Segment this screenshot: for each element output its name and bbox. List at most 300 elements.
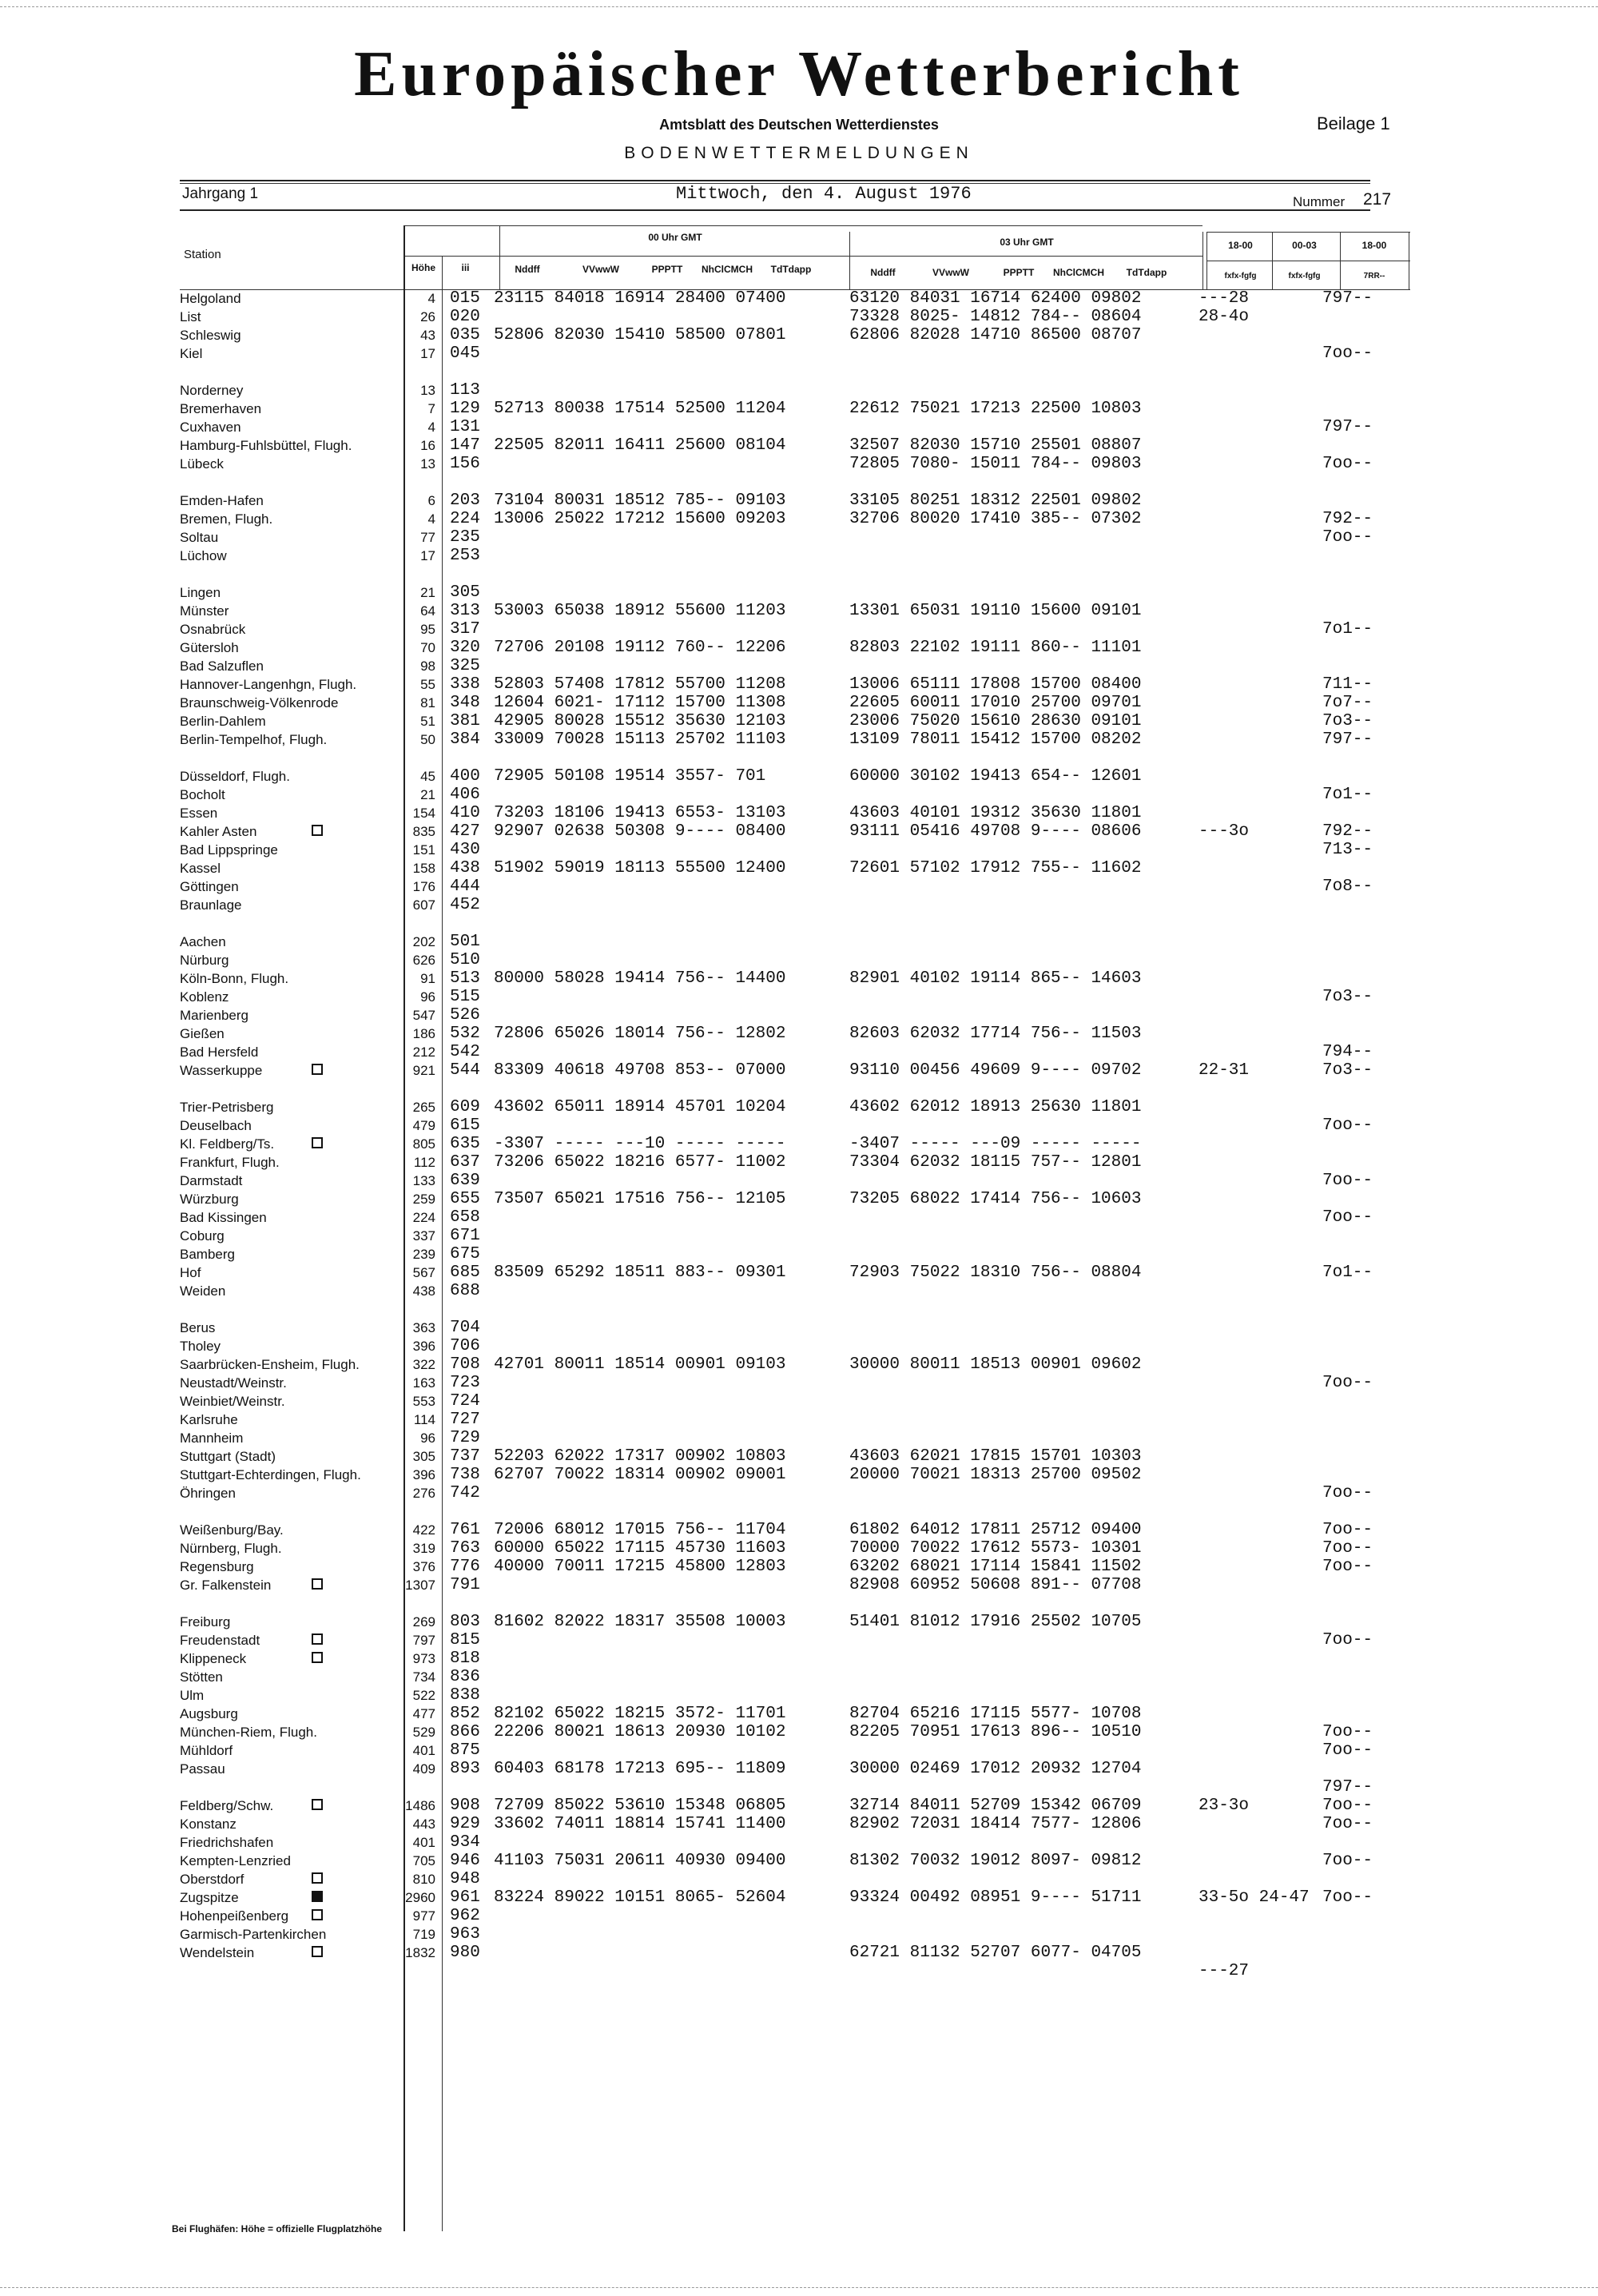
extra-row [1198, 1411, 1410, 1429]
obs-00-value [494, 1245, 785, 1263]
station-id: 131 [450, 418, 480, 436]
extra-row [1198, 1502, 1410, 1521]
station-name: Norderney [180, 383, 244, 398]
vvwww-header-00: VVwwW [582, 264, 619, 275]
station-name: Hof [180, 1265, 201, 1280]
obs-00-value [494, 1649, 785, 1668]
obs-00-value [494, 344, 785, 363]
precip-code: 797-- [1322, 730, 1373, 749]
station-name: Hannover-Langenhgn, Flugh. [180, 677, 357, 692]
obs-00-value [494, 1668, 785, 1686]
obs-03-value [849, 1337, 1141, 1355]
extra-row [1198, 473, 1410, 491]
station-name: Coburg [180, 1228, 225, 1244]
station-height: 176 [412, 879, 435, 894]
obs-00-value: 33602 74011 18814 15741 11400 [494, 1815, 786, 1833]
obs-03-value [849, 528, 1141, 547]
station-id: 313 [450, 602, 480, 620]
rule-iii-obs [499, 225, 500, 289]
station-height: 7 [427, 401, 435, 416]
gust-value: 28-4o [1198, 308, 1250, 326]
station-id: 738 [450, 1466, 480, 1484]
obs-03-value: 62806 82028 14710 86500 08707 [849, 326, 1142, 344]
station-id: 776 [450, 1558, 480, 1576]
station-height: 607 [412, 897, 435, 913]
precip-code: 7oo-- [1322, 1631, 1373, 1649]
station-height [372, 565, 435, 583]
station-height: 4 [427, 420, 435, 435]
obs-00-value [494, 1392, 785, 1411]
extra-row [1198, 1300, 1410, 1319]
obs-03-value: 22612 75021 17213 22500 10803 [849, 400, 1142, 418]
station-height: 1486 [405, 1798, 435, 1813]
obs-00-value: 72806 65026 18014 756-- 12802 [494, 1025, 786, 1043]
station-height: 422 [412, 1522, 435, 1538]
station-height [372, 1502, 435, 1521]
precip-code: 7o1-- [1322, 786, 1373, 804]
extra-row [1198, 418, 1410, 436]
obs-00-value [494, 547, 785, 565]
obs-03-value [849, 1778, 1141, 1797]
station-height: 50 [420, 732, 435, 747]
station-height: 239 [412, 1247, 435, 1262]
station-id: 639 [450, 1172, 480, 1190]
obs-00-value: 52713 80038 17514 52500 11204 [494, 400, 786, 418]
extra-row [1198, 859, 1410, 877]
obs-00-value [494, 657, 785, 675]
empty-square-icon [312, 1799, 323, 1810]
station-height: 17 [420, 346, 435, 361]
station-id: 045 [450, 344, 480, 363]
obs-03-value: 81302 70032 19012 8097- 09812 [849, 1852, 1142, 1870]
station-id: 685 [450, 1263, 480, 1282]
obs-00-value [494, 1686, 785, 1705]
precip-code: 7oo-- [1322, 1521, 1373, 1539]
station-name: Kahler Asten [180, 822, 411, 841]
station-height: 522 [412, 1688, 435, 1703]
station-name: Bremerhaven [180, 401, 262, 416]
obs-03-value [849, 1392, 1141, 1411]
extra-row [1198, 1705, 1410, 1723]
station-name: Kiel [180, 346, 203, 361]
station-id: 427 [450, 822, 480, 841]
station-name: Deuselbach [180, 1118, 252, 1133]
obs-03-value [849, 1925, 1141, 1944]
station-height: 26 [420, 309, 435, 324]
station-height [372, 1300, 435, 1319]
extra-row [1198, 1833, 1410, 1852]
obs-03-value [849, 565, 1141, 583]
obs-03-value [849, 1429, 1141, 1447]
obs-00-value [494, 308, 785, 326]
obs-00-value [494, 786, 785, 804]
obs-00-value [494, 1944, 785, 1962]
station-id: 400 [450, 767, 480, 786]
obs-03-value: 43603 62021 17815 15701 10303 [849, 1447, 1142, 1466]
station-name: Saarbrücken-Ensheim, Flugh. [180, 1357, 360, 1372]
precip-code: 7oo-- [1322, 1374, 1373, 1392]
obs-03-value: 73304 62032 18115 757-- 12801 [849, 1153, 1142, 1172]
station-height: 43 [420, 328, 435, 343]
obs-03-value [849, 1006, 1141, 1025]
station-name: List [180, 309, 201, 324]
station-height: 95 [420, 622, 435, 637]
station-height: 70 [420, 640, 435, 655]
obs-00-value: 22206 80021 18613 20930 10102 [494, 1723, 786, 1741]
iii-column [450, 289, 480, 1980]
extra-row [1198, 822, 1410, 841]
extra-row [1198, 1649, 1410, 1668]
station-id [450, 1080, 480, 1098]
station-height: 96 [420, 989, 435, 1005]
station-height: 547 [412, 1008, 435, 1023]
rule-hoehe-iii [442, 256, 443, 2231]
station-height: 319 [412, 1541, 435, 1556]
extra-row [1198, 1870, 1410, 1888]
station-id: 513 [450, 969, 480, 988]
extra-row [1198, 1797, 1410, 1815]
obs-00-value [494, 1631, 785, 1649]
precip-code: 797-- [1322, 418, 1373, 436]
precip-code: 7oo-- [1322, 1815, 1373, 1833]
station-height: 734 [412, 1669, 435, 1685]
station-height: 96 [420, 1431, 435, 1446]
obs-00-value [494, 749, 785, 767]
station-name: Stuttgart-Echterdingen, Flugh. [180, 1467, 361, 1482]
station-height: 479 [412, 1118, 435, 1133]
station-name: Lingen [180, 585, 221, 600]
precip-code: 7oo-- [1322, 1172, 1373, 1190]
obs-00-value [494, 1319, 785, 1337]
station-id: 406 [450, 786, 480, 804]
obs-00-value: 82102 65022 18215 3572- 11701 [494, 1705, 786, 1723]
obs-00-value: 72706 20108 19112 760-- 12206 [494, 639, 786, 657]
obs-03-value [849, 1080, 1141, 1098]
extra-row [1198, 639, 1410, 657]
obs-03-value: 32714 84011 52709 15342 06709 [849, 1797, 1142, 1815]
obs-00-value [494, 1337, 785, 1355]
extra-row [1198, 749, 1410, 767]
station-height: 322 [412, 1357, 435, 1372]
extra-row [1198, 565, 1410, 583]
obs-00-value: 42701 80011 18514 00901 09103 [494, 1355, 786, 1374]
station-height: 64 [420, 603, 435, 619]
station-id: 635 [450, 1135, 480, 1153]
extra-row [1198, 1319, 1410, 1337]
obs-03-value: 22605 60011 17010 25700 09701 [849, 694, 1142, 712]
station-height: 81 [420, 695, 435, 710]
rule-extra-left [1206, 232, 1207, 289]
station-id: 655 [450, 1190, 480, 1208]
station-name: Bad Kissingen [180, 1210, 267, 1225]
station-id: 532 [450, 1025, 480, 1043]
obs-00-value: 41103 75031 20611 40930 09400 [494, 1852, 786, 1870]
extra-row [1198, 528, 1410, 547]
tdapp-header-00: TdTdapp [770, 264, 812, 275]
extra-row [1198, 308, 1410, 326]
extra-row [1198, 767, 1410, 786]
obs-00-value: 40000 70011 17215 45800 12803 [494, 1558, 786, 1576]
obs-03-value [849, 344, 1141, 363]
precip-code: 7o3-- [1322, 1061, 1373, 1080]
station-id: 791 [450, 1576, 480, 1594]
extra-row [1198, 1484, 1410, 1502]
station-name: Wendelstein [180, 1944, 411, 1962]
empty-square-icon [312, 1137, 323, 1148]
station-height: 443 [412, 1817, 435, 1832]
obs-00-value: 73203 18106 19413 6553- 13103 [494, 804, 786, 822]
obs-03-value [849, 749, 1141, 767]
obs-03-value: 62721 81132 52707 6077- 04705 [849, 1944, 1142, 1962]
obs-03-value: 51401 81012 17916 25502 10705 [849, 1613, 1142, 1631]
obs-00-value [494, 1006, 785, 1025]
station-height: 163 [412, 1375, 435, 1391]
obs-03-value [849, 1245, 1141, 1263]
group-00-header: 00 Uhr GMT [648, 232, 702, 243]
station-name: Neustadt/Weinstr. [180, 1375, 287, 1391]
obs-00-value [494, 914, 785, 933]
obs-03-value: 63120 84031 16714 62400 09802 [849, 289, 1142, 308]
station-name: Kempten-Lenzried [180, 1853, 291, 1868]
station-name: Aachen [180, 934, 226, 949]
h00-03-header: 00-03 [1292, 240, 1317, 251]
station-name: Emden-Hafen [180, 493, 264, 508]
station-id: 235 [450, 528, 480, 547]
precip-code: 7oo-- [1322, 455, 1373, 473]
precip-code: 792-- [1322, 822, 1373, 841]
precip-code: 7oo-- [1322, 1888, 1373, 1907]
station-height: 265 [412, 1100, 435, 1115]
obs-00-value: 92907 02638 50308 9---- 08400 [494, 822, 786, 841]
obs-00-value [494, 1043, 785, 1061]
station-name: Cuxhaven [180, 420, 241, 435]
obs-00-value [494, 1429, 785, 1447]
station-id: 510 [450, 951, 480, 969]
iii-header: iii [461, 262, 470, 273]
header-rule-top [180, 180, 1370, 181]
obs-03-value [849, 1870, 1141, 1888]
station-id: 980 [450, 1944, 480, 1962]
station-height: 921 [412, 1063, 435, 1078]
obs-00-value [494, 620, 785, 639]
station-id: 444 [450, 877, 480, 896]
station-id: 815 [450, 1631, 480, 1649]
extra-row [1198, 1521, 1410, 1539]
obs-03-value: 93110 00456 49609 9---- 09702 [849, 1061, 1142, 1080]
obs-03-value [849, 547, 1141, 565]
station-id [450, 473, 480, 491]
nummer-label: Nummer [1293, 194, 1346, 209]
station-id: 325 [450, 657, 480, 675]
station-id: 015 [450, 289, 480, 308]
station-height: 977 [412, 1908, 435, 1924]
station-name: Lübeck [180, 456, 224, 472]
obs-00-value: 73104 80031 18512 785-- 09103 [494, 491, 786, 510]
nddff-header-00: Nddff [515, 264, 540, 275]
station-id: 156 [450, 455, 480, 473]
obs-03-value: 82205 70951 17613 896-- 10510 [849, 1723, 1142, 1741]
station-name: Stuttgart (Stadt) [180, 1449, 276, 1464]
station-id: 438 [450, 859, 480, 877]
station-name: Mannheim [180, 1431, 244, 1446]
station-id: 615 [450, 1116, 480, 1135]
station-height: 835 [412, 824, 435, 839]
station-height: 13 [420, 456, 435, 472]
station-height: 259 [412, 1192, 435, 1207]
empty-square-icon [312, 1946, 323, 1957]
obs-00-value [494, 1227, 785, 1245]
obs-00-value: 42905 80028 15512 35630 12103 [494, 712, 786, 730]
station-name: Augsburg [180, 1706, 238, 1721]
station-name: Berlin-Tempelhof, Flugh. [180, 732, 328, 747]
obs-03-value [849, 1962, 1141, 1980]
station-name: Tholey [180, 1339, 221, 1354]
station-id: 129 [450, 400, 480, 418]
extra-sub2: fxfx-fgfg [1288, 272, 1321, 281]
station-id: 763 [450, 1539, 480, 1558]
station-height: 337 [412, 1228, 435, 1244]
obs-03-value [849, 1907, 1141, 1925]
obs-03-value: 20000 70021 18313 25700 09502 [849, 1466, 1142, 1484]
gust-value: 22-31 [1198, 1061, 1250, 1080]
obs-03-value: 30000 02469 17012 20932 12704 [849, 1760, 1142, 1778]
obs-00-value [494, 363, 785, 381]
extra-row [1198, 547, 1410, 565]
extra-row [1198, 1227, 1410, 1245]
obs-00-value [494, 1208, 785, 1227]
extra-row [1198, 1631, 1410, 1649]
station-name: Friedrichshafen [180, 1835, 274, 1850]
extra-row [1198, 1116, 1410, 1135]
station-id: 348 [450, 694, 480, 712]
nddff-header-03: Nddff [870, 267, 896, 278]
obs-00-value [494, 877, 785, 896]
obs-03-value: 82603 62032 17714 756-- 11503 [849, 1025, 1142, 1043]
obs-00-value [494, 951, 785, 969]
station-id: 838 [450, 1686, 480, 1705]
obs-03-value [849, 583, 1141, 602]
empty-square-icon [312, 825, 323, 836]
extra-row [1198, 363, 1410, 381]
obs-03-value [849, 896, 1141, 914]
station-name: Münster [180, 603, 229, 619]
obs-03-value [849, 841, 1141, 859]
station-height: 151 [412, 842, 435, 858]
station-id: 836 [450, 1668, 480, 1686]
jahrgang: Jahrgang 1 [182, 185, 259, 202]
precip-code: 7oo-- [1322, 1539, 1373, 1558]
precip-code: 7oo-- [1322, 344, 1373, 363]
station-height: 21 [420, 585, 435, 600]
obs-03-value [849, 877, 1141, 896]
station-height: 401 [412, 1835, 435, 1850]
obs-03-value: 61802 64012 17811 25712 09400 [849, 1521, 1142, 1539]
extra-sub3: 7RR-- [1363, 272, 1385, 281]
station-name: Zugspitze [180, 1888, 411, 1907]
station-id: 320 [450, 639, 480, 657]
obs-03-value [849, 1741, 1141, 1760]
obs-03-value [849, 951, 1141, 969]
obs-03-value: 82908 60952 50608 891-- 07708 [849, 1576, 1142, 1594]
station-height: 553 [412, 1394, 435, 1409]
obs-03-value [849, 1172, 1141, 1190]
station-height: 973 [412, 1651, 435, 1666]
obs-00-value: 72905 50108 19514 3557- 701 [494, 767, 766, 786]
station-id: 724 [450, 1392, 480, 1411]
station-height [372, 473, 435, 491]
obs-03-value: 72805 7080- 15011 784-- 09803 [849, 455, 1142, 473]
station-height: 805 [412, 1136, 435, 1152]
extra-row [1198, 988, 1410, 1006]
extra-row [1198, 896, 1410, 914]
obs-03-value [849, 418, 1141, 436]
obs-03-value [849, 786, 1141, 804]
page-subtitle: Amtsblatt des Deutschen Wetterdienstes [659, 117, 939, 133]
obs-03-value [849, 1208, 1141, 1227]
extra-row [1198, 1539, 1410, 1558]
precip-code: 7oo-- [1322, 1797, 1373, 1815]
extra-row [1198, 491, 1410, 510]
extra-row [1198, 1594, 1410, 1613]
station-name: Bad Salzuflen [180, 659, 264, 674]
station-height: 158 [412, 861, 435, 876]
obs-00-value [494, 381, 785, 400]
station-height: 55 [420, 677, 435, 692]
pppt-header-00: PPPTT [651, 264, 683, 275]
extra-row [1198, 1337, 1410, 1355]
extra-row [1198, 1613, 1410, 1631]
extra-row [1198, 786, 1410, 804]
obs-03-value [849, 1833, 1141, 1852]
station-id: 609 [450, 1098, 480, 1116]
station-id: 893 [450, 1760, 480, 1778]
extra-row [1198, 1558, 1410, 1576]
extra-row [1198, 436, 1410, 455]
empty-square-icon [312, 1652, 323, 1663]
station-name: Weißenburg/Bay. [180, 1522, 284, 1538]
station-id: 203 [450, 491, 480, 510]
station-name: Hamburg-Fuhlsbüttel, Flugh. [180, 438, 352, 453]
station-id: 305 [450, 583, 480, 602]
obs-03-value [849, 1282, 1141, 1300]
extra-row [1198, 602, 1410, 620]
station-height: 6 [427, 493, 435, 508]
obs-00-value: 52806 82030 15410 58500 07801 [494, 326, 786, 344]
station-id: 526 [450, 1006, 480, 1025]
station-name: Bremen, Flugh. [180, 511, 273, 527]
station-name: Mühldorf [180, 1743, 233, 1758]
extra-row [1198, 583, 1410, 602]
station-name: Gütersloh [180, 640, 239, 655]
obs-03-value: 32706 80020 17410 385-- 07302 [849, 510, 1142, 528]
obs-03-value [849, 1319, 1141, 1337]
obs-03-value: 73328 8025- 14812 784-- 08604 [849, 308, 1142, 326]
obs-03-value: 33105 80251 18312 22501 09802 [849, 491, 1142, 510]
obs-00-value [494, 565, 785, 583]
precip-code: 713-- [1322, 841, 1373, 859]
obs-00-value [494, 583, 785, 602]
obs-03-value [849, 620, 1141, 639]
extra-row [1198, 1466, 1410, 1484]
extra-row [1198, 877, 1410, 896]
station-height: 224 [412, 1210, 435, 1225]
station-name: Passau [180, 1761, 225, 1777]
obs-00-value [494, 1374, 785, 1392]
station-id: 962 [450, 1907, 480, 1925]
obs-00-value: 73507 65021 17516 756-- 12105 [494, 1190, 786, 1208]
station-name: Osnabrück [180, 622, 246, 637]
empty-square-icon [312, 1633, 323, 1645]
